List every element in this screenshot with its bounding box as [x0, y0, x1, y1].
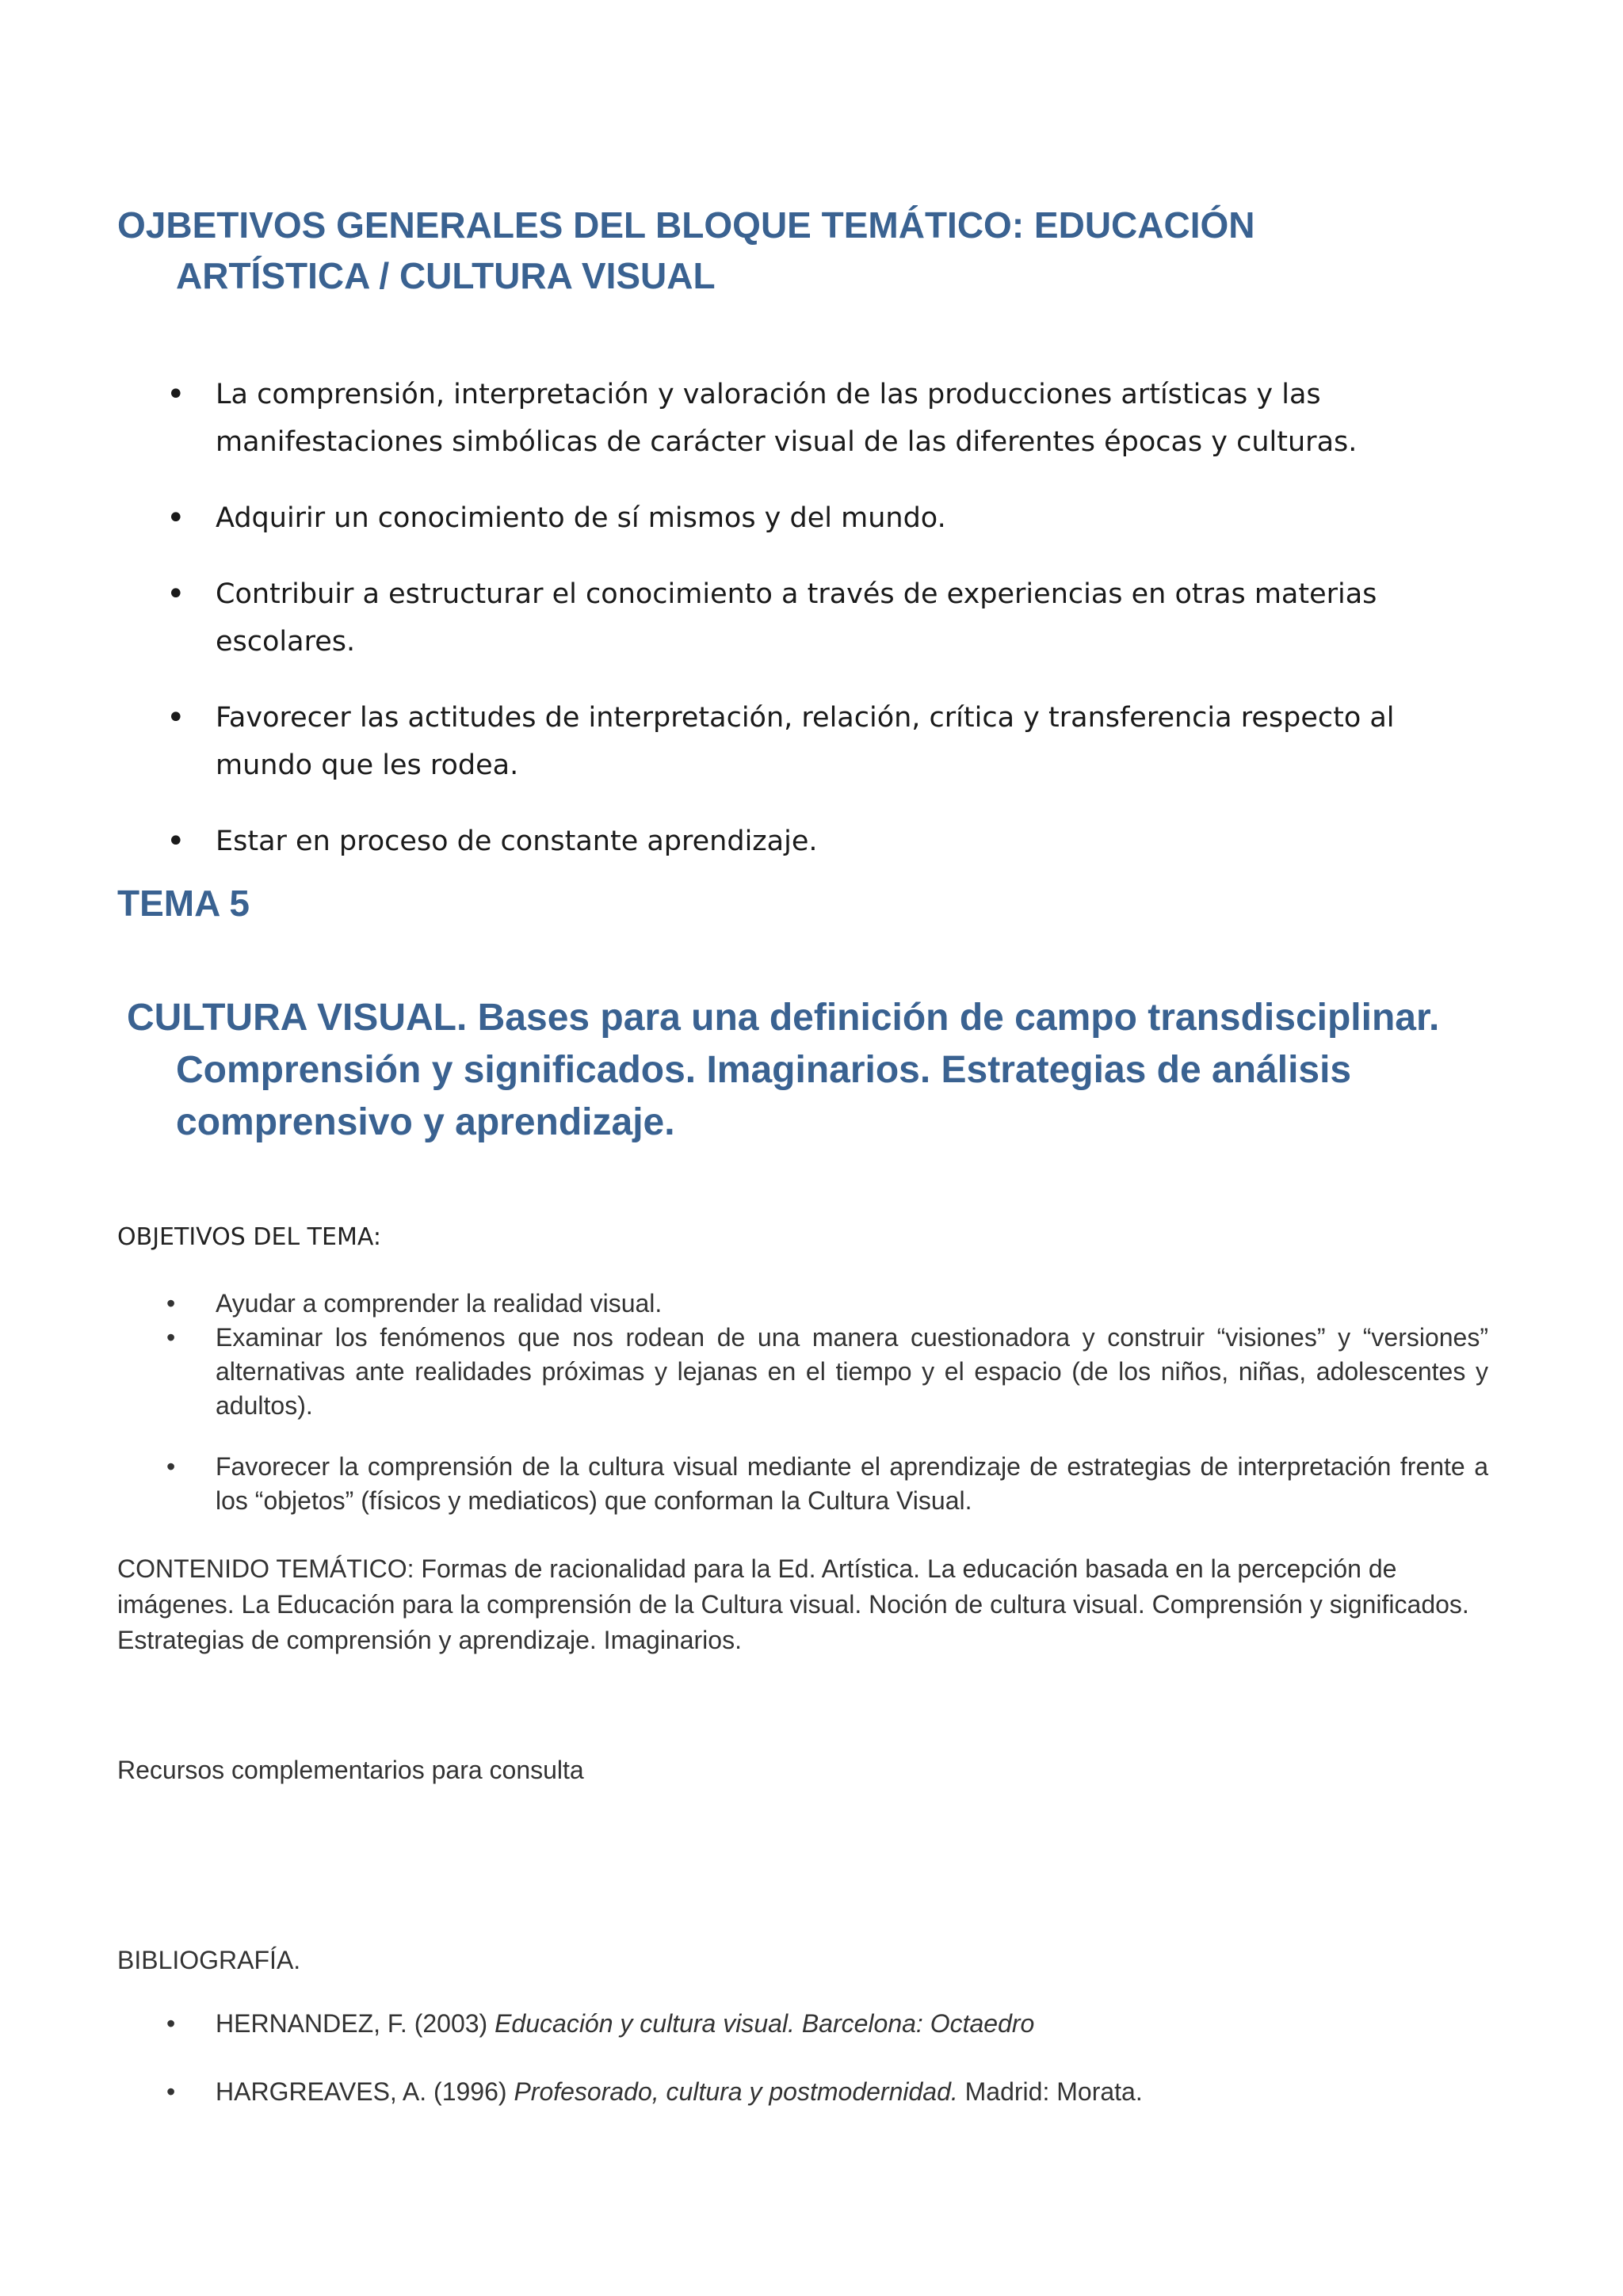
- tema-heading: TEMA 5: [117, 883, 250, 924]
- bibliography-title: Profesorado, cultura y postmodernidad.: [514, 2077, 958, 2106]
- list-item: • Examinar los fenómenos que nos rodean de una manera cuestionadora y construir “visiones” y “versiones” alternativas ante realidades próximas y lejanas en el tiempo y el espacio (de los niños, niñas, adolescentes y adultos).: [117, 1321, 1488, 1423]
- section-heading: [117, 200, 1575, 301]
- section-heading-line1: OJBETIVOS GENERALES DEL BLOQUE TEMÁTICO: EDUCACIÓN: [117, 204, 1255, 246]
- tema-title: [127, 992, 1553, 1149]
- list-item: • Adquirir un conocimiento de sí mismos y del mundo.: [117, 494, 1496, 542]
- bibliography-rest: Madrid: Morata.: [957, 2077, 1143, 2106]
- list-item: • Contribuir a estructurar el conocimiento a través de experiencias en otras materias escolares.: [117, 570, 1496, 666]
- tema-title-line2: Comprensión y significados. Imaginarios. Estrategias de análisis: [176, 1049, 1352, 1091]
- list-item: • Favorecer la comprensión de la cultura visual mediante el aprendizaje de estrategias de interpretación frente a los “objetos” (físicos y mediaticos) que conforman la Cultura Visual.: [117, 1450, 1488, 1518]
- objetivos-label: OBJETIVOS DEL TEMA:: [117, 1223, 381, 1251]
- tema-objectives-list: [117, 1287, 1488, 1518]
- bibliography-item: [117, 2006, 1488, 2041]
- bibliography-item: [117, 2074, 1488, 2109]
- bibliography-author: HARGREAVES, A. (1996): [216, 2077, 514, 2106]
- bibliografia-label: BIBLIOGRAFÍA.: [117, 1946, 301, 1974]
- recursos-label: Recursos complementarios para consulta: [117, 1756, 584, 1784]
- section-heading-line2: ARTÍSTICA / CULTURA VISUAL: [176, 255, 716, 296]
- list-item: • Estar en proceso de constante aprendizaje.: [117, 818, 1496, 865]
- bibliography-list: [117, 2006, 1488, 2142]
- tema-title-line3: comprensivo y aprendizaje.: [176, 1101, 675, 1143]
- general-objectives-list: [117, 371, 1496, 894]
- list-item: • Favorecer las actitudes de interpretación, relación, crítica y transferencia respecto al mundo que les rodea.: [117, 694, 1496, 789]
- bibliography-title: Educación y cultura visual. Barcelona: Octaedro: [495, 2009, 1035, 2038]
- tema-title-line1: CULTURA VISUAL. Bases para una definición de campo transdisciplinar.: [127, 997, 1440, 1039]
- bibliography-author: HERNANDEZ, F. (2003): [216, 2009, 495, 2038]
- contenido-paragraph: CONTENIDO TEMÁTICO: Formas de racionalidad para la Ed. Artística. La educación basada en la percepción de imágenes. La Educación para la comprensión de la Cultura visual. Noción de cultura visual. Comprensión y significados. Estrategias de comprensión y aprendizaje. Imaginarios.: [117, 1554, 1469, 1654]
- list-item: • Ayudar a comprender la realidad visual.: [117, 1287, 1488, 1321]
- list-item: • La comprensión, interpretación y valoración de las producciones artísticas y las manifestaciones simbólicas de carácter visual de las diferentes épocas y culturas.: [117, 371, 1496, 466]
